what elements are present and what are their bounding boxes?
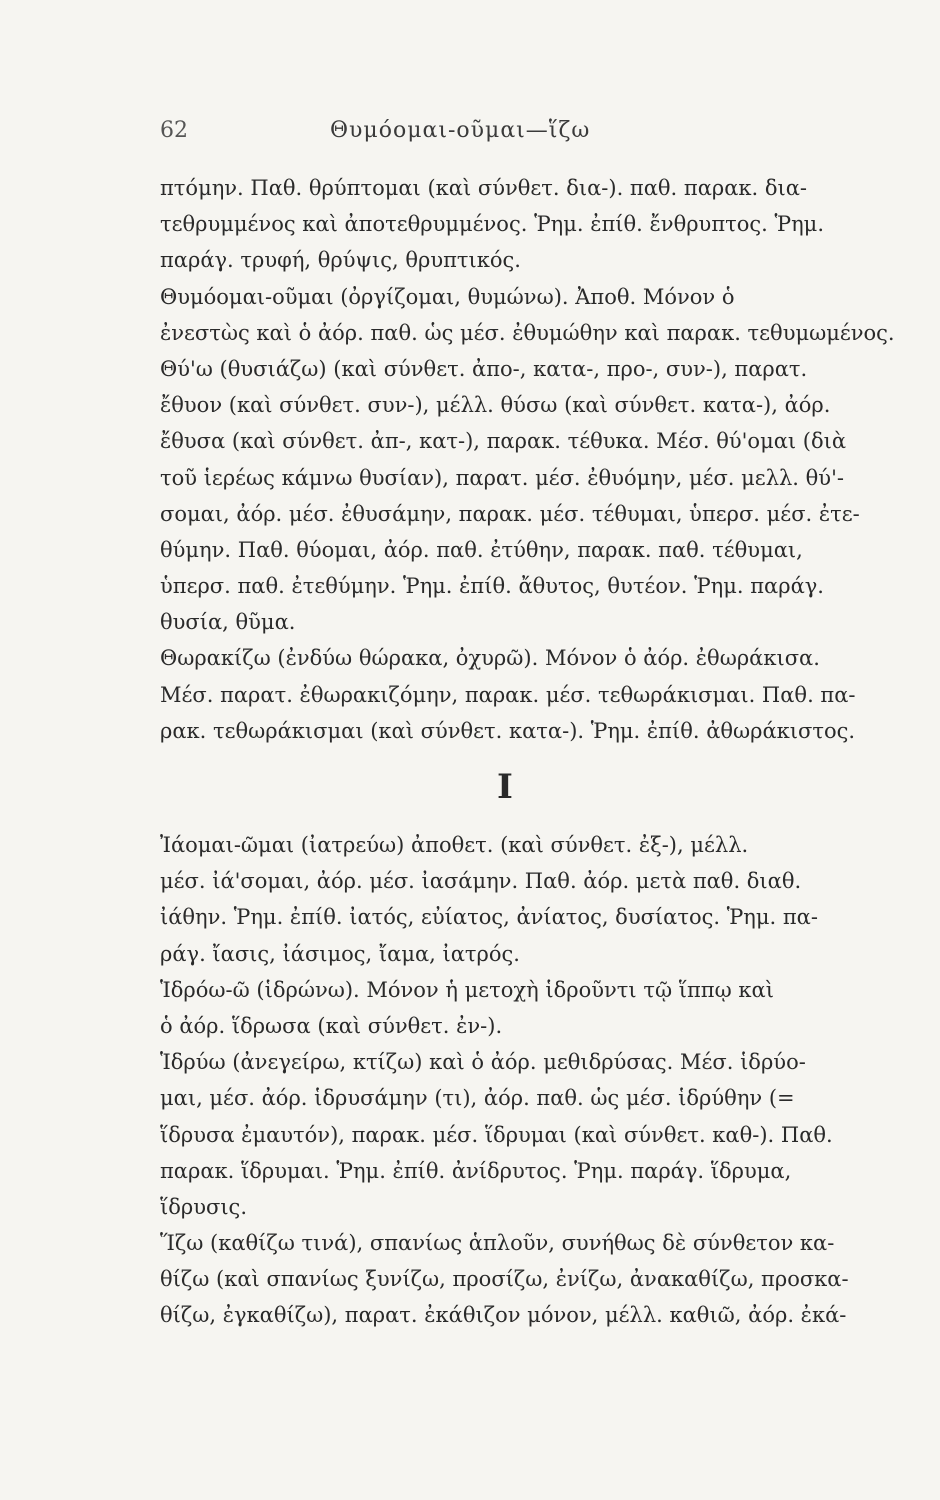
text-line: ἐνεστὼς καὶ ὁ ἀόρ. παθ. ὡς μέσ. ἐθυμώθην καὶ παρακ. τεθυμωμένος. bbox=[160, 320, 895, 345]
text-line: παράγ. τρυφή, θρύψις, θρυπτικός. bbox=[160, 248, 521, 273]
text-line: τεθρυμμένος καὶ ἀποτεθρυμμένος. Ῥημ. ἐπίθ. ἔνθρυπτος. Ῥημ. bbox=[160, 212, 824, 237]
section-letter: Ι bbox=[497, 767, 513, 807]
entry-thyo: Θύ'ω (θυσιάζω) (καὶ σύνθετ. ἀπο-, κατα-, προ-, συν-), παρατ. bbox=[160, 356, 808, 381]
text-line: ὑπερσ. παθ. ἐτεθύμην. Ῥημ. ἐπίθ. ἄθυτος, θυτέον. Ῥημ. παράγ. bbox=[160, 574, 824, 599]
text-line: ἔθυον (καὶ σύνθετ. συν-), μέλλ. θύσω (καὶ σύνθετ. κατα-), ἀόρ. bbox=[160, 393, 831, 418]
text-line: ράγ. ἴασις, ἰάσιμος, ἴαμα, ἰατρός. bbox=[160, 941, 520, 966]
entry-thorakizo: Θωρακίζω (ἐνδύω θώρακα, ὀχυρῶ). Μόνον ὁ ἀόρ. ἐθωράκισα. bbox=[160, 646, 820, 671]
text-line: ἔθυσα (καὶ σύνθετ. ἀπ-, κατ-), παρακ. τέθυκα. Μέσ. θύ'ομαι (διὰ bbox=[160, 429, 847, 454]
body-text bbox=[160, 170, 910, 1334]
text-line: θύμην. Παθ. θύομαι, ἀόρ. παθ. ἐτύθην, παρακ. παθ. τέθυμαι, bbox=[160, 537, 803, 562]
text-line: μέσ. ἰά'σομαι, ἀόρ. μέσ. ἰασάμην. Παθ. ἀόρ. μετὰ παθ. διαθ. bbox=[160, 869, 802, 894]
text-line: μαι, μέσ. ἀόρ. ἱδρυσάμην (τι), ἀόρ. παθ. ὡς μέσ. ἱδρύθην (= bbox=[160, 1086, 795, 1111]
text-line: παρακ. ἵδρυμαι. Ῥημ. ἐπίθ. ἀνίδρυτος. Ῥημ. παράγ. ἵδρυμα, bbox=[160, 1158, 792, 1183]
text-line: θίζω (καὶ σπανίως ξυνίζω, προσίζω, ἐνίζω, ἀνακαθίζω, προσκα- bbox=[160, 1267, 849, 1292]
text-line: Μέσ. παρατ. ἐθωρακιζόμην, παρακ. μέσ. τεθωράκισμαι. Παθ. πα- bbox=[160, 682, 856, 707]
page-number: 62 bbox=[160, 118, 188, 143]
entry-iaomai: Ἰάομαι-ῶμαι (ἰατρεύω) ἀποθετ. (καὶ σύνθετ. ἐξ-), μέλλ. bbox=[160, 833, 749, 857]
text-line: θυσία, θῦμα. bbox=[160, 610, 296, 635]
running-head: Θυμόομαι-οῦμαι—ἵζω bbox=[330, 118, 591, 143]
page-header bbox=[160, 118, 760, 158]
entry-hizo: Ἵζω (καθίζω τινά), σπανίως ἁπλοῦν, συνήθως δὲ σύνθετον κα- bbox=[160, 1231, 835, 1256]
text-line: θίζω, ἐγκαθίζω), παρατ. ἐκάθιζον μόνον, μέλλ. καθιῶ, ἀόρ. ἐκά- bbox=[160, 1303, 847, 1328]
text-line: πτόμην. Παθ. θρύπτομαι (καὶ σύνθετ. δια-). παθ. παρακ. δια- bbox=[160, 176, 808, 200]
entry-thymoomai: Θυμόομαι-οῦμαι (ὀργίζομαι, θυμώνω). Ἀποθ. Μόνον ὁ bbox=[160, 284, 735, 309]
text-line: ρακ. τεθωράκισμαι (καὶ σύνθετ. κατα-). Ῥημ. ἐπίθ. ἀθωράκιστος. bbox=[160, 718, 856, 743]
text-line: ἵδρυσις. bbox=[160, 1194, 247, 1219]
text-line: σομαι, ἀόρ. μέσ. ἐθυσάμην, παρακ. μέσ. τέθυμαι, ὑπερσ. μέσ. ἐτε- bbox=[160, 501, 860, 526]
text-line: τοῦ ἱερέως κάμνω θυσίαν), παρατ. μέσ. ἐθυόμην, μέσ. μελλ. θύ'- bbox=[160, 465, 844, 490]
text-line: ἰάθην. Ῥημ. ἐπίθ. ἰατός, εὐίατος, ἀνίατος, δυσίατος. Ῥημ. πα- bbox=[160, 905, 818, 930]
text-line: ἵδρυσα ἐμαυτόν), παρακ. μέσ. ἵδρυμαι (καὶ σύνθετ. καθ-). Παθ. bbox=[160, 1122, 833, 1147]
text-line: ὁ ἀόρ. ἵδρωσα (καὶ σύνθετ. ἐν-). bbox=[160, 1013, 503, 1038]
entry-hidroo: Ἱδρόω-ῶ (ἱδρώνω). Μόνον ἡ μετοχὴ ἱδροῦντι τῷ ἵππῳ καὶ bbox=[160, 977, 774, 1002]
entry-hidryo: Ἱδρύω (ἀνεγείρω, κτίζω) καὶ ὁ ἀόρ. μεθιδρύσας. Μέσ. ἱδρύο- bbox=[160, 1050, 806, 1075]
